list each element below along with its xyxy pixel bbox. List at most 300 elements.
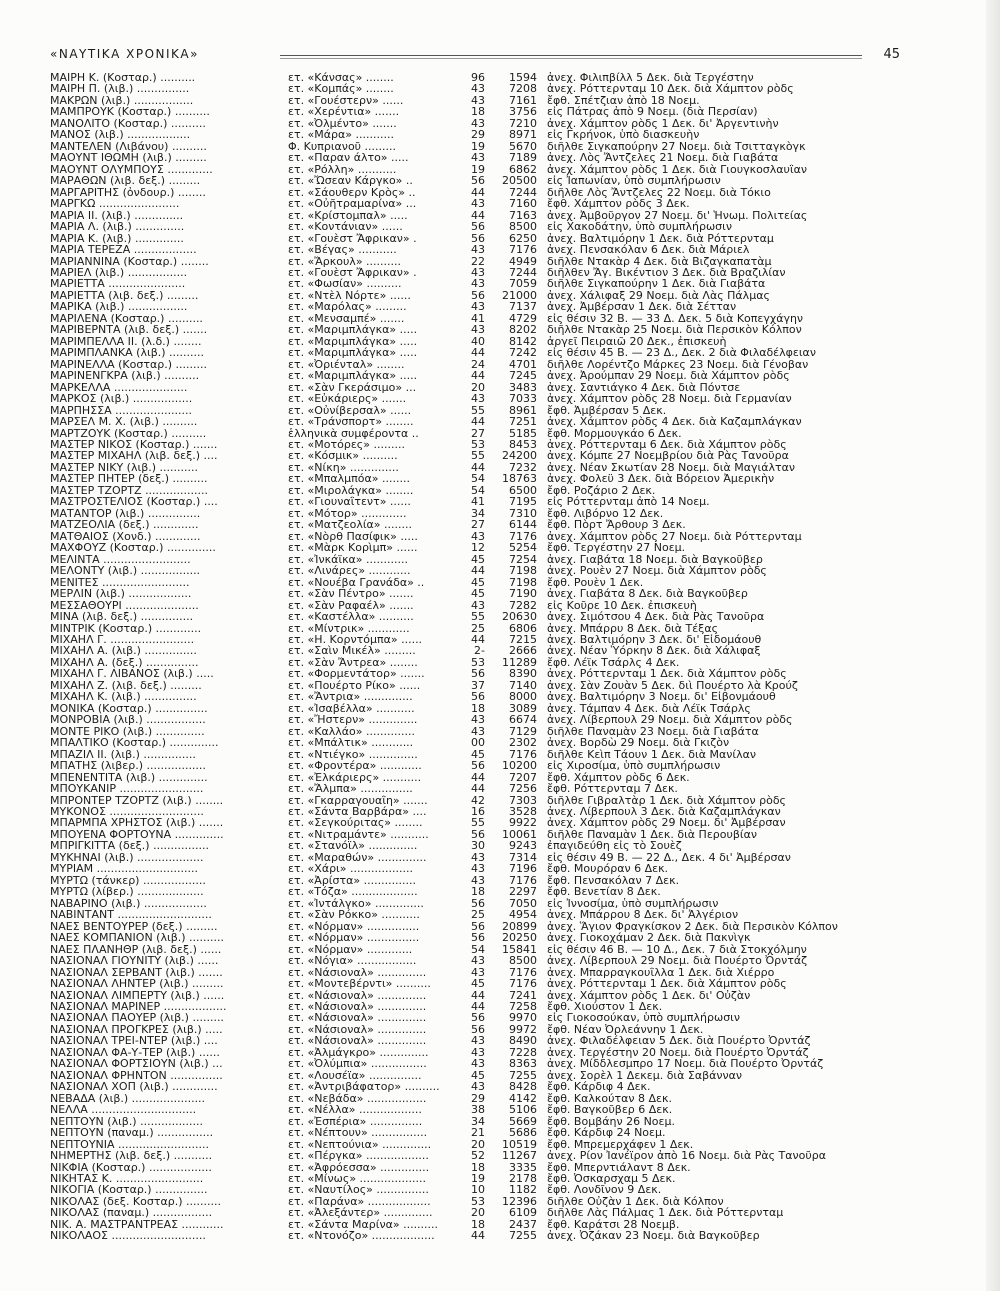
position-note: ἀνεχ. Λίβερπουλ 3 Δεκ. διὰ Καζαμπλάγκαν [547,806,781,818]
position-note: ἀνεχ. Σὰν Ζουὰν 5 Δεκ. διὶ Πουέρτο λὰ Κρούζ [547,679,798,692]
tonnage-group: 27 [471,427,485,440]
tonnage-group: 45 [471,553,485,566]
table-row [50,909,890,920]
registry-number: 7242 [509,347,537,359]
owner-agent: ετ. «Ὤσεαν Κάργκο» .. [288,175,413,187]
position-note: ἀνεχ. Γιαβάτα 8 Δεκ. διὰ Βαγκοῦβερ [547,588,748,600]
position-note: ἀνεχ. Κόμπε 27 Νοεμβρίου διὰ Ρὰς Τανοῦρα [547,450,789,462]
ship-name: ΜΙΧΑΗΛ Α. (δεξ.) ............... [50,656,199,669]
registry-number: 2302 [509,737,537,749]
table-row [50,772,890,783]
tonnage-group: 43 [471,874,485,887]
position-note: ἔφθ. Μπερντιάλαντ 8 Δεκ. [547,1161,691,1174]
tonnage-group: 43 [471,244,485,256]
tonnage-group: 55 [471,817,485,829]
position-note: ἀνεχ. Νέαν Ὑόρκην 8 Δεκ. διὰ Χάλιφαξ [547,645,761,657]
ship-name: ΜΟΝΡΟΒΙΑ (λιβ.) ................. [50,714,206,726]
position-note: διῆλθε Ντακὰρ 4 Δεκ. διὰ Βιζαγκαπατὰμ [547,255,772,267]
owner-agent: ετ. «Οὐνίβερσαλ» ...... [288,404,412,417]
table-row [50,450,890,461]
position-note: ἔφθ. Ὀσκαρσχαμ 5 Δεκ. [547,1173,676,1185]
table-row [50,944,890,955]
tonnage-group: 43 [471,278,485,290]
ship-name: ΜΠΟΥΕΝΑ ΦΟΡΤΟΥΝΑ .............. [50,828,224,841]
registry-number: 3756 [509,106,537,118]
registry-number: 3483 [509,381,537,394]
registry-number: 11289 [502,656,537,669]
table-row [50,577,890,588]
ship-name: ΝΙΚΟΛΑΣ (παναμ.) ................. [50,1207,213,1219]
owner-agent: ετ. «Κομπάς» ........ [288,83,394,95]
ship-name: ΜΑΡΙΕΤΤΑ (λιβ. δεξ.) ......... [50,289,199,302]
registry-number: 8453 [509,439,537,451]
registry-number: 4701 [509,358,537,371]
table-row [50,1184,890,1195]
owner-agent: ετ. «Γουέστερν» ...... [288,94,404,107]
ship-name: ΜΑΙΡΗ Κ. (Κοσταρ.) .......... [50,72,196,84]
ship-name: ΜΙΧΑΗΛ Κ. (λιβ.) ............... [50,691,197,703]
owner-agent: ετ. «Κοντάνιαν» ...... [288,221,403,233]
table-row [50,72,890,83]
tonnage-group: 2- [474,645,485,657]
table-row [50,141,890,152]
ship-name: ΜΠΑΖΙΛ ΙΙ. (λιβ.) ............... [50,748,196,761]
position-note: ἐπαγιδεύθη εἰς τὸ Σουὲζ [547,840,682,852]
tonnage-group: 56 [471,668,485,680]
ship-name: ΜΕΝΙΤΕΣ ......................... [50,576,190,589]
owner-agent: ἑλληνικὰ συμφέροντα .. [288,427,419,440]
position-note: ἔφθ. Χάμπτον ρὸδς 3 Δεκ. [547,198,690,210]
position-note: ἔφθ. Καράτσι 28 Νοεμβ. [547,1218,680,1231]
position-note: εἰς θέσιν 45 Β. — 23 Δ., Δεκ. 2 διὰ Φιλαδέλφειαν [547,347,816,359]
table-row [50,267,890,278]
position-note: εἰς Γκρήνοκ, ὑπὸ διασκευὴν [547,129,700,141]
owner-agent: ετ. «Σὰν Πέντρο» ....... [288,588,414,600]
tonnage-group: 56 [471,691,485,703]
tonnage-group: 43 [471,1058,485,1070]
owner-agent: ετ. «Ντὲλ Νόρτε» ...... [288,289,411,302]
position-note: διῆλθε Σιγκαπούρην 27 Νοεμ. διὰ Τσιτταγκὸγκ [547,140,806,153]
owner-agent: ετ. «Κόσμικ» .......... [288,450,398,462]
owner-agent: ετ. «Πέργκα» .................. [288,1150,429,1162]
registry-number: 6109 [509,1207,537,1219]
position-note: ἔφθ. Βαγκοῦβερ 6 Δεκ. [547,1104,673,1116]
registry-number: 8202 [509,324,537,336]
position-note: ἔφθ. Λιβόρνο 12 Δεκ. [547,507,664,520]
position-note: ἔφθ. Μπρεμερχάφεν 1 Δεκ. [547,1138,694,1151]
owner-agent: ετ. «Μαριμπλάγκα» ..... [288,335,418,348]
tonnage-group: 43 [471,94,485,107]
registry-number: 7198 [509,565,537,577]
ship-name: ΝΕΠΤΟΥΝ (λιβ.) .................. [50,1115,204,1128]
ship-name: ΜΑΜΠΡΟΥΚ (Κοσταρ.) .......... [50,106,210,118]
ship-name: ΜΠΟΥΚΑΝΙΡ ........................ [50,783,204,795]
table-row [50,1035,890,1046]
tonnage-group: 34 [471,507,485,520]
position-note: εἰς Χιροσίμα, ὑπὸ συμπλήρωσιν [547,760,721,772]
registry-number: 7033 [509,393,537,405]
registry-number: 6250 [509,232,537,245]
position-note: ἀνεχ. Ρίον Ἰανέϊρον ἀπὸ 16 Νοεμ. διὰ Ρὰς Τανοῦρα [547,1150,826,1162]
tonnage-group: 25 [471,909,485,921]
tonnage-group: 29 [471,1092,485,1105]
tonnage-group: 56 [471,920,485,933]
registry-number: 8961 [509,404,537,417]
position-note: ἀνεχ. Βορδὼ 29 Νοεμ. διὰ Γκιζὸν [547,737,730,749]
owner-agent: ετ. «Μενσαμπέ» ....... [288,312,405,325]
position-note: ἀνεχ. Χάμπτον ρὸδς 1 Δεκ. δι' Οὐζὰν [547,989,751,1001]
tonnage-group: 44 [471,783,485,795]
tonnage-group: 43 [471,83,485,95]
table-row [50,875,890,886]
owner-agent: ετ. «Νάσιοναλ» .............. [288,1023,427,1036]
position-note: διῆλθε Οὐζὰν 1 Δεκ. διὰ Κόλπον [547,1195,724,1208]
position-note: ἀνεχ. Φολεϋ 3 Δεκ. διὰ Βόρειον Ἀμερικὴν [547,473,775,485]
ship-name: ΝΑΣΙΟΝΑΛ ΧΟΠ (λιβ.) ............. [50,1081,218,1093]
position-note: ἀνεχ. Ὀζάκαν 23 Νοεμ. διὰ Βαγκοῦβερ [547,1230,760,1242]
owner-agent: ετ. «Σάντα Βαρβάρα» .... [288,806,427,818]
table-row [50,978,890,989]
table-row [50,1012,890,1023]
position-note: ἔφθ. Ροζάριο 2 Δεκ. [547,484,656,497]
table-row [50,118,890,129]
position-note: διῆλθεν Ἄγ. Βικέντιον 3 Δεκ. διὰ Βραζιλίαν [547,266,786,279]
owner-agent: ετ. «Νὸρθ Πασίφικ» ..... [288,530,418,543]
owner-agent: ετ. «Καλλάο» .............. [288,725,415,738]
ship-name: ΝΙΚ. Α. ΜΑΣΤΡΑΝΤΡΕΑΣ ............ [50,1218,224,1231]
owner-agent: ετ. «Λινάρες» ............ [288,565,411,577]
registry-number: 7207 [509,771,537,784]
tonnage-group: 43 [471,714,485,726]
ship-name: ΜΑΡΙΑΝΝΙΝΑ (Κοσταρ.) ........ [50,255,209,267]
registry-number: 6144 [509,519,537,531]
registry-number: 7310 [509,507,537,520]
registry-number: 3528 [509,806,537,818]
tonnage-group: 34 [471,1115,485,1128]
tonnage-group: 43 [471,152,485,164]
registry-number: 7228 [509,1046,537,1059]
owner-agent: ετ. «Νόρμαν» ............. [288,943,413,956]
owner-agent: ετ. «Στανόϊλ» .............. [288,840,418,852]
tonnage-group: 56 [471,232,485,245]
tonnage-group: 20 [471,1207,485,1219]
owner-agent: ετ. «Νόγια» ................. [288,955,417,967]
registry-number: 7059 [509,278,537,290]
owner-agent: ετ. «Μαρόλας» ......... [288,301,407,313]
owner-agent: ετ. «Σάουθερν Κρὸς» .. [288,186,416,199]
ship-name: ΝΑΣΙΟΝΑΛ ΠΡΟΓΚΡΕΣ (λιβ.) ..... [50,1023,223,1036]
owner-agent: ετ. «Ἀλμάγκρο» .............. [288,1046,429,1059]
owner-agent: ετ. «Ἄντρια» .............. [288,691,413,703]
position-note: ἀνεχ. Χάμπτον ρὸδς 1 Δεκ. διὰ Γιουγκοσλαυΐαν [547,163,808,176]
tonnage-group: 56 [471,897,485,910]
table-row [50,1081,890,1092]
registry-number: 8142 [509,335,537,348]
position-note: ἀνεχ. Λὸς Ἄντζελες 21 Νοεμ. διὰ Γιαβάτα [547,152,779,164]
position-note: ἔφθ. Πενσακόλαν 7 Δεκ. [547,874,680,887]
tonnage-group: 18 [471,886,485,898]
registry-number: 1182 [509,1184,537,1196]
position-note: εἰς Πάτρας ἀπὸ 9 Νοεμ. (διὰ Περσίαν) [547,106,758,118]
registry-number: 7163 [509,209,537,222]
position-note: ἀνεχ. Σαντιάγκο 4 Δεκ. διὰ Πόντσε [547,381,741,394]
registry-number: 10519 [502,1138,537,1151]
ship-name: ΜΑΣΤΕΡ ΝΙΚΟΣ (Κοσταρ.) ....... [50,439,218,451]
ship-name: ΜΑΣΤΕΡ ΝΙΚΥ (λιβ.) ........... [50,461,198,474]
table-row [50,393,890,404]
table-row [50,668,890,679]
owner-agent: ετ. «Κρίστομπαλ» ..... [288,209,408,222]
table-row [50,1116,890,1127]
position-note: ἀνεχ. Ρόττερνταμ 10 Δεκ. διὰ Χάμπτον ρὸδς [547,83,794,95]
tonnage-group: 25 [471,622,485,634]
position-note: ἀνεχ. Ἀρούμπαν 29 Νοεμ. διὰ Χάμπτον ρὸδς [547,370,790,382]
table-row [50,990,890,1001]
registry-number: 5185 [509,427,537,440]
table-row [50,416,890,427]
registry-number: 8000 [509,691,537,703]
position-note: ἀνεχ. Ρόττερνταμ 1 Δεκ. διὰ Χάμπτον ρὸδς [547,668,787,680]
tonnage-group: 44 [471,1230,485,1242]
table-row [50,531,890,542]
position-note: διῆλθε Λὰς Πάλμας 1 Δεκ. διὰ Ρόττερνταμ [547,1207,784,1219]
table-row [50,210,890,221]
ship-name: ΜΠΕΝΕΝΤΙΤΑ (λιβ.) .............. [50,771,208,784]
tonnage-group: 54 [471,943,485,956]
ship-name: ΜΑΚΡΩΝ (λιβ.) ................. [50,94,194,107]
tonnage-group: 56 [471,289,485,302]
registry-number: 4954 [509,909,537,921]
table-row [50,187,890,198]
table-row [50,290,890,301]
registry-number: 5106 [509,1104,537,1116]
tonnage-group: 44 [471,461,485,474]
table-row [50,508,890,519]
table-row [50,565,890,576]
tonnage-group: 43 [471,863,485,875]
registry-number: 7176 [509,874,537,887]
table-row [50,795,890,806]
position-note: ἀνεχ. Τεργέστην 20 Νοεμ. διὰ Πουέρτο Ὀρντάζ [547,1046,809,1059]
tonnage-group: 44 [471,771,485,784]
tonnage-group: 56 [471,1023,485,1036]
owner-agent: ετ. «Μπάλτικ» ............ [288,737,414,749]
owner-agent: ετ. «Πουέρτο Ρίκο» ...... [288,679,421,692]
owner-agent: ετ. «Σὰν Ἄντρεα» ........ [288,656,418,669]
position-note: εἰς Ἰαπωνίαν, ὑπὸ συμπλήρωσιν [547,175,721,187]
registry-number: 7251 [509,416,537,428]
ship-name: ΜΑΡΙΕΤΤΑ ...................... [50,278,186,290]
table-row [50,336,890,347]
position-note: ἀνεχ. Χάμπτον ρὸδς 28 Νοεμ. διὰ Γερμανίαν [547,393,792,405]
owner-agent: ετ. «Ἄρκουλ» .......... [288,255,402,267]
tonnage-group: 54 [471,473,485,485]
ship-name: ΜΥΚΟΝΟΣ ........................... [50,806,204,818]
ship-name: ΜΑΡΚΟΣ (λιβ.) ................. [50,393,193,405]
tonnage-group: 44 [471,370,485,382]
ship-name: ΜΕΛΟΝΤΥ (λιβ.) ................. [50,565,201,577]
position-note: ἔφθ. Νέαν Ὀρλεάννην 1 Δεκ. [547,1023,704,1036]
position-note: ἀνεχ. Χάμπτον ρὸδς 29 Νοεμ. δι' Ἀμβέρσαν [547,817,786,829]
position-note: ἀνεχ. Ρόττερνταμ 6 Δεκ. διὰ Χάμπτον ρὸδς [547,439,787,451]
tonnage-group: 30 [471,840,485,852]
ship-name: ΝΑΣΙΟΝΑΛ ΠΑΟΥΕΡ (λιβ.) ......... [50,1012,224,1024]
ship-name: ΜΙΝΤΡΙΚ (Κοσταρ.) ............. [50,622,202,634]
tonnage-group: 27 [471,519,485,531]
table-row [50,691,890,702]
ship-name: ΝΑΣΙΟΝΑΛ ΤΡΕΙ-ΝΤΕΡ (λιβ.) .... [50,1035,218,1047]
ship-name: ΜΙΧΑΗΛ Γ. ΛΙΒΑΝΟΣ (λιβ.) ..... [50,668,214,680]
owner-agent: ετ. «Ἰντάλγκο» .............. [288,897,424,910]
owner-agent: ετ. «Παραν άλτο» ..... [288,152,409,164]
owner-agent: ετ. «Σεγκούριτας» ........ [288,817,423,829]
position-note: ἀνεχ. Ἀμβέρσαν 1 Δεκ. διὰ Σέτταν [547,301,737,313]
ship-name: ΝΕΒΑΔΑ (λιβ.) ..................... [50,1092,206,1105]
table-row [50,462,890,473]
table-row [50,439,890,450]
table-row [50,840,890,851]
registry-number: 7232 [509,461,537,474]
registry-number: 8363 [509,1058,537,1070]
owner-agent: ετ. «Μοντεβέρντι» .......... [288,978,431,990]
owner-agent: ετ. «Νεβάδα» ................. [288,1092,427,1105]
ship-name: ΝΑΒΑΡΙΝΟ (λιβ.) .................. [50,897,207,910]
position-note: ἀνεχ. Ἀμβοῦργον 27 Νοεμ. δι' Ἡνωμ. Πολιτείας [547,209,808,222]
owner-agent: ετ. «Ἀντριβάφατορ» .......... [288,1081,440,1093]
owner-agent: ετ. «Μαριμπλάγκα» ..... [288,324,418,336]
ship-name: ΝΑΕΣ ΚΟΜΠΑΝΙΟΝ (λιβ.) .......... [50,932,224,944]
ship-name: ΝΑΣΙΟΝΑΛ ΦΟΡΤΣΙΟΥΝ (λιβ.) ... [50,1058,223,1070]
owner-agent: ετ. «Νιτραμάντε» ........... [288,828,429,841]
ship-name: ΜΑΣΤΕΡ ΜΙΧΑΗΛ (λιβ. δεξ.) .... [50,450,218,462]
owner-agent: ετ. «Μάρα» ........... [288,129,394,141]
tonnage-group: 44 [471,209,485,222]
tonnage-group: 38 [471,1104,485,1116]
owner-agent: ετ. «Σὰν Ρόκκο» ........... [288,909,420,921]
ship-name: ΝΙΚΟΛΑΣ (δεξ. Κοσταρ.) .......... [50,1195,221,1208]
ship-name: ΜΑΤΑΝΤΟΡ (λιβ.) ............... [50,507,201,520]
ship-name: ΜΥΡΙΑΜ ............................. [50,863,199,875]
position-note: ἔφθ. Χάμπτον ρὸδς 6 Δεκ. [547,771,690,784]
ship-name: ΜΑΡΙΝΕΝΓΚΡΑ (λιβ.) .......... [50,370,200,382]
position-note: εἰς θέσιν 46 Β. — 10 Δ., Δεκ. 7 διὰ Στοκχόλμην [547,943,807,956]
ship-name: ΜΑΝΤΕΛΕΝ (Λιβάνου) .......... [50,140,207,153]
table-row [50,83,890,94]
ship-name: ΜΑΡΙΚΑ (λιβ.) ................. [50,301,188,313]
position-note: ἀνεχ. Ρόττερνταμ 1 Δεκ. διὰ Χάμπτον ρὸδς [547,978,787,990]
owner-agent: ετ. «Μότορ» ............. [288,507,407,520]
tonnage-group: 43 [471,1046,485,1059]
table-row [50,1207,890,1218]
tonnage-group: 44 [471,989,485,1001]
position-note: ἀνεχ. Μπαρραγκουΐλλα 1 Δεκ. διὰ Χιέρρο [547,966,775,979]
tonnage-group: 56 [471,828,485,841]
ship-name: ΜΙΝΑ (λιβ. δεξ.) ............... [50,611,194,623]
ship-name: ΜΟΝΤΕ ΡΙΚΟ (λιβ.) .............. [50,725,205,738]
owner-agent: ετ. «Η. Κορντόμπα» ...... [288,633,423,646]
ship-name: ΜΑΡΙΝΕΛΛΑ (Κοσταρ.) ......... [50,358,207,371]
position-note: ἀνεχ. Ρουὲν 27 Νοεμ. διὰ Χάμπτον ρὸδς [547,565,767,577]
owner-agent: ετ. «Τόζα» ................... [288,886,418,898]
tonnage-group: 43 [471,851,485,864]
table-row [50,95,890,106]
owner-agent: ετ. «Ὀλμέντο» ....... [288,117,397,130]
table-row [50,278,890,289]
registry-number: 21000 [502,289,537,302]
table-row [50,1150,890,1161]
table-row [50,726,890,737]
tonnage-group: 56 [471,760,485,772]
position-note: ἔφθ. Καλκούταν 8 Δεκ. [547,1092,672,1105]
table-row [50,1173,890,1184]
table-row [50,1093,890,1104]
registry-number: 5670 [509,140,537,153]
tonnage-group: 16 [471,806,485,818]
position-note: ἀνεχ. Φιλαδέλφειαν 5 Δεκ. διὰ Πουέρτο Ὀρντάζ [547,1035,811,1047]
ship-register-table [50,72,890,1242]
tonnage-group: 53 [471,656,485,669]
position-note: εἰς Ἰννοσίμα, ὑπὸ συμπλήρωσιν [547,897,719,910]
tonnage-group: 44 [471,633,485,646]
registry-number: 2178 [509,1173,537,1185]
tonnage-group: 53 [471,439,485,451]
registry-number: 7196 [509,863,537,875]
owner-agent: ετ. «Νίκη» .............. [288,461,399,474]
owner-agent: ετ. «Φορμεντάτορ» ....... [288,668,425,680]
table-row [50,623,890,634]
table-row [50,611,890,622]
owner-agent: ετ. «Ἐλκάριερς» ........... [288,771,422,784]
ship-name: ΝΙΚΟΓΙΑ (Κοσταρ.) ............... [50,1184,208,1196]
table-row [50,852,890,863]
position-note: ἀνεχ. Φιλιπβίλλ 5 Δεκ. διὰ Τεργέστην [547,72,754,84]
owner-agent: ετ. «Μιρολάγκα» ........ [288,484,414,497]
position-note: ἀνεχ. Γιαβάτα 18 Νοεμ. διὰ Βαγκοῦβερ [547,553,763,566]
ship-name: ΜΑΡΓΑΡΙΤΗΣ (ὀνδουρ.) ........ [50,186,206,199]
registry-number: 7245 [509,370,537,382]
tonnage-group: 55 [471,450,485,462]
ship-name: ΜΑΧΦΟΥΖ (Κοσταρ.) .............. [50,542,216,554]
tonnage-group: 18 [471,702,485,715]
position-note: εἰς Χακοδάτην, ὑπὸ συμπλήρωσιν [547,221,733,233]
ship-name: ΝΕΛΛΑ .............................. [50,1104,197,1116]
position-note: ἀνεχ. Λίβερπουλ 29 Νοεμ. διὰ Πουέρτο Ὀρντάζ [547,955,808,967]
registry-number: 7176 [509,748,537,761]
registry-number: 7190 [509,588,537,600]
registry-number: 3089 [509,702,537,715]
owner-agent: ετ. «Σάντα Μαρίνα» .......... [288,1218,439,1231]
owner-agent: ετ. «Οὐῆτραμαρίνα» ... [288,198,417,210]
ship-name: ΜΑΙΡΗ Π. (λιβ.) ............... [50,83,190,95]
owner-agent: ετ. «Ἤστερν» .............. [288,714,418,726]
table-row [50,1024,890,1035]
table-row [50,1001,890,1012]
table-row [50,600,890,611]
tonnage-group: 43 [471,955,485,967]
position-note: διῆλθε Γιβραλτὰρ 1 Δεκ. διὰ Χάμπτον ρὸδς [547,794,787,807]
table-row [50,233,890,244]
owner-agent: ετ. «Βέγας» ........... [288,244,397,256]
ship-name: ΜΕΣΣΑΘΟΥΡΙ ..................... [50,599,199,612]
ship-name: ΝΑΣΙΟΝΑΛ ΦΑ-Υ-ΤΕΡ (λιβ.) ...... [50,1046,220,1059]
tonnage-group: 56 [471,221,485,233]
owner-agent: ετ. «Μαριμπλάγκα» ..... [288,370,418,382]
ship-name: ΜΑΣΤΡΟΣΤΕΛΙΟΣ (Κοσταρ.) .... [50,496,218,508]
ship-name: ΜΠΑΛΤΙΚΟ (Κοσταρ.) .............. [50,737,219,749]
registry-number: 7208 [509,83,537,95]
table-row [50,164,890,175]
position-note: ἔφθ. Ρόττερνταμ 7 Δεκ. [547,783,678,795]
